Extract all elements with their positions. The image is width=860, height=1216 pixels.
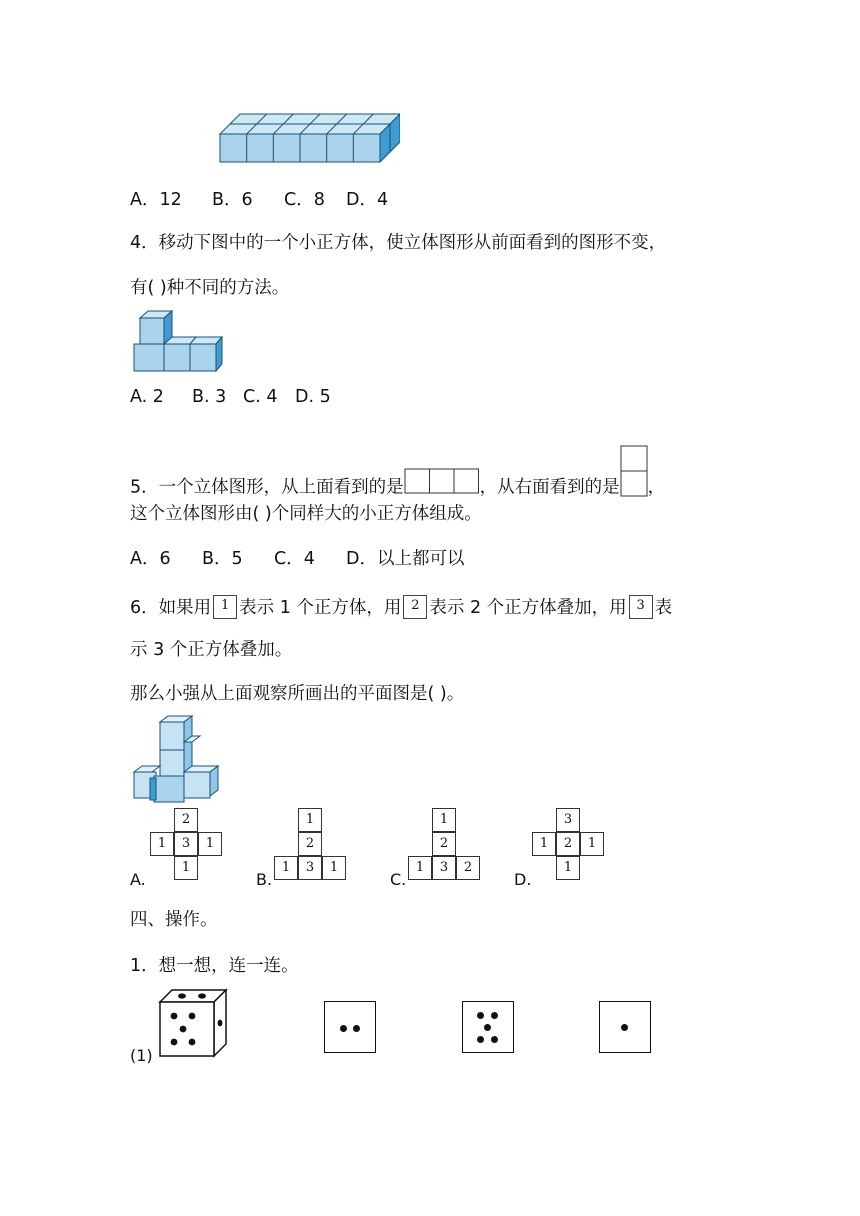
grid-cell: 3 bbox=[432, 856, 456, 880]
q6-option-a-label[interactable]: A. bbox=[130, 870, 146, 889]
q5-text-part3: ， bbox=[647, 477, 666, 498]
q6-option-d-label[interactable]: D. bbox=[514, 870, 532, 889]
die-face-five[interactable] bbox=[462, 1001, 514, 1053]
num-box-1: 1 bbox=[213, 595, 237, 619]
die-dot bbox=[477, 1012, 484, 1019]
grid-cell: 1 bbox=[174, 856, 198, 880]
cube-block-figure bbox=[216, 110, 400, 164]
die-dot bbox=[477, 1036, 484, 1043]
q6-cube-stack-figure bbox=[132, 714, 222, 804]
section-title: 四、操作。 bbox=[130, 910, 218, 930]
grid-cell: 1 bbox=[322, 856, 346, 880]
die-3d-figure[interactable] bbox=[158, 988, 230, 1058]
die-dot bbox=[340, 1025, 347, 1032]
grid-cell: 2 bbox=[298, 832, 322, 856]
q6-option-c-label[interactable]: C. bbox=[390, 870, 407, 889]
q5-option-c[interactable]: C．4 bbox=[274, 549, 315, 569]
q6-option-b-label[interactable]: B. bbox=[256, 870, 273, 889]
q4-options bbox=[130, 387, 331, 407]
q6-question-line1 bbox=[130, 594, 672, 619]
die-dot bbox=[491, 1036, 498, 1043]
q4-option-a[interactable]: A. 2 bbox=[130, 387, 164, 407]
item-label-1: (1) bbox=[130, 1046, 153, 1065]
grid-cell: 2 bbox=[432, 832, 456, 856]
grid-cell: 1 bbox=[408, 856, 432, 880]
die-dot bbox=[484, 1024, 491, 1031]
q5-option-b[interactable]: B．5 bbox=[202, 549, 243, 569]
grid-cell: 1 bbox=[580, 832, 604, 856]
die-face-one[interactable] bbox=[599, 1001, 651, 1053]
grid-cell: 3 bbox=[174, 832, 198, 856]
grid-cell: 1 bbox=[274, 856, 298, 880]
top-view-figure bbox=[404, 468, 480, 499]
grid-cell: 2 bbox=[556, 832, 580, 856]
q3-options bbox=[130, 186, 388, 211]
grid-cell: 3 bbox=[556, 808, 580, 832]
q5-text-part1: 5．一个立体图形，从上面看到的是 bbox=[130, 477, 404, 498]
die-dot bbox=[491, 1012, 498, 1019]
q6-question-line2: 示 3 个正方体叠加。 bbox=[130, 640, 293, 660]
q3-option-a[interactable]: A．12 bbox=[130, 190, 182, 210]
die-dot bbox=[353, 1025, 360, 1032]
q3-option-d[interactable]: D．4 bbox=[346, 190, 389, 210]
q4-option-d[interactable]: D. 5 bbox=[295, 387, 331, 407]
grid-cell: 1 bbox=[150, 832, 174, 856]
grid-cell: 1 bbox=[198, 832, 222, 856]
grid-cell: 3 bbox=[298, 856, 322, 880]
right-view-figure bbox=[620, 445, 648, 502]
q3-option-c[interactable]: C．8 bbox=[284, 190, 325, 210]
grid-cell: 2 bbox=[456, 856, 480, 880]
grid-cell: 2 bbox=[174, 808, 198, 832]
q4-option-c[interactable]: C. 4 bbox=[243, 387, 278, 407]
q5-option-a[interactable]: A．6 bbox=[130, 549, 171, 569]
grid-cell: 1 bbox=[298, 808, 322, 832]
grid-cell: 1 bbox=[556, 856, 580, 880]
q4-option-b[interactable]: B. 3 bbox=[192, 387, 227, 407]
q6-seg4: 表 bbox=[654, 598, 673, 618]
q5-text-part2: ，从右面看到的是 bbox=[479, 477, 620, 498]
q6-question-line3: 那么小强从上面观察所画出的平面图是( )。 bbox=[130, 684, 465, 704]
die-face-two[interactable] bbox=[324, 1001, 376, 1053]
die-dot bbox=[621, 1024, 628, 1031]
num-box-2: 2 bbox=[403, 595, 427, 619]
q6-seg3: 表示 2 个正方体叠加，用 bbox=[429, 598, 627, 618]
q3-option-b[interactable]: B．6 bbox=[212, 190, 253, 210]
q4-question-line1: 4．移动下图中的一个小正方体，使立体图形从前面看到的图形不变， bbox=[130, 233, 667, 253]
q5-option-d[interactable]: D．以上都可以 bbox=[346, 549, 465, 569]
q4-question-line2: 有( )种不同的方法。 bbox=[130, 278, 290, 298]
grid-cell: 1 bbox=[532, 832, 556, 856]
q4-cube-figure bbox=[132, 308, 226, 374]
num-box-3: 3 bbox=[629, 595, 653, 619]
grid-cell: 1 bbox=[432, 808, 456, 832]
q5-options bbox=[130, 545, 464, 570]
section4-q1: 1．想一想，连一连。 bbox=[130, 956, 299, 976]
q6-seg2: 表示 1 个正方体，用 bbox=[239, 598, 402, 618]
q6-seg1: 6．如果用 bbox=[130, 598, 212, 618]
q5-question-line2: 这个立体图形由( )个同样大的小正方体组成。 bbox=[130, 504, 482, 524]
